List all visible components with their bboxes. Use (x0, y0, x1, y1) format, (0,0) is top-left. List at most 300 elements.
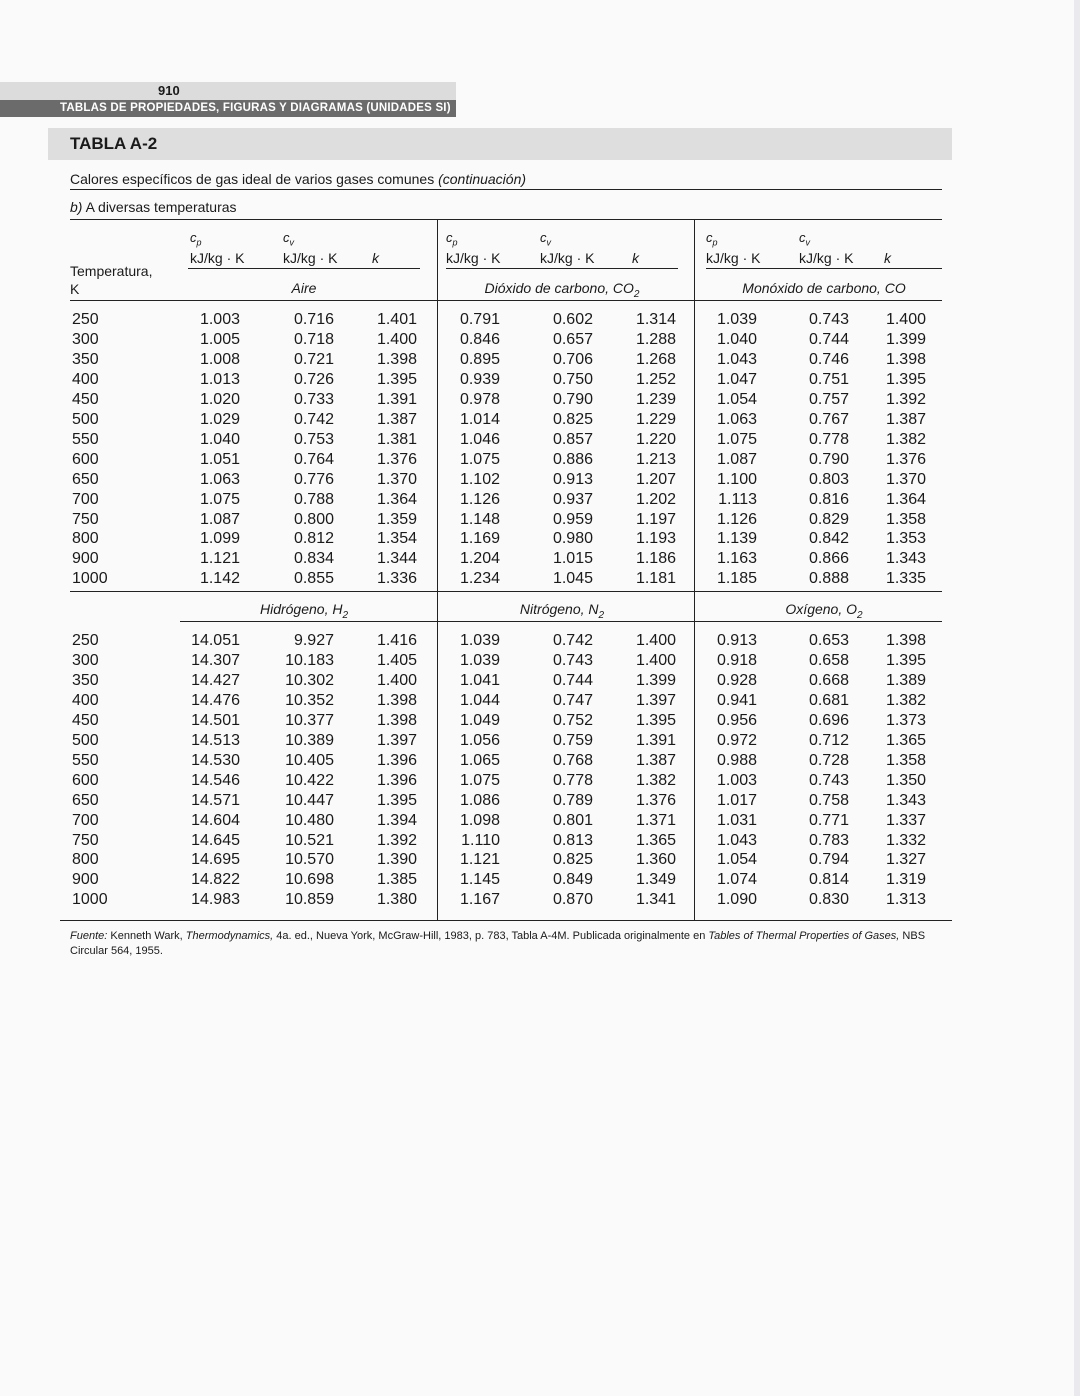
value-cell: 1.391 (376, 390, 417, 408)
value-cell: 1.401 (376, 311, 417, 328)
cv-unit: kJ/kg · K (283, 250, 338, 266)
value-cell: 1.213 (635, 450, 676, 468)
units-underline (706, 268, 942, 269)
value-cell: 1.397 (635, 691, 676, 709)
value-cell: 0.764 (293, 450, 334, 468)
value-cell: 0.849 (552, 871, 593, 889)
value-cell: 0.778 (552, 771, 593, 789)
value-cell: 0.752 (552, 711, 593, 729)
value-cell: 1.087 (199, 510, 240, 528)
value-cell: 1.398 (885, 350, 926, 368)
gas-name: Aire (291, 280, 317, 296)
value-cell: 0.834 (293, 550, 334, 568)
gas-name: Nitrógeno, $N_2$ (519, 601, 605, 621)
value-cell: 14.501 (191, 711, 240, 729)
value-cell: 14.476 (191, 691, 240, 709)
value-cell: 0.790 (808, 450, 849, 468)
value-cell: 10.405 (285, 751, 334, 769)
value-cell: 0.978 (459, 390, 500, 408)
footnote: Fuente: Kenneth Wark, Thermodynamics, 4a. ed., Nueva York, McGraw-Hill, 1983, p. 783, Tabla A-4M. Publicada originalmente en Tables of Thermal Properties of Gases, NBS Circular 564, 1955. (70, 930, 926, 957)
value-cell: 1.220 (635, 430, 676, 448)
caption-rule (70, 189, 942, 190)
value-cell: 1.387 (376, 410, 417, 428)
value-cell: 1.113 (718, 490, 757, 508)
value-cell: 1.382 (885, 430, 926, 448)
temperature-cell: 900 (72, 550, 99, 568)
value-cell: 1.121 (459, 851, 500, 869)
value-cell: 0.886 (552, 450, 593, 468)
value-cell: 1.040 (716, 330, 757, 348)
value-cell: 0.767 (808, 410, 849, 428)
value-cell: 0.790 (552, 390, 593, 408)
value-cell: 1.090 (716, 891, 757, 909)
value-cell: 1.139 (716, 530, 757, 548)
value-cell: 0.825 (552, 410, 593, 428)
value-cell: 1.110 (461, 831, 500, 849)
gas-name: Monóxido de carbono, CO (742, 280, 906, 296)
value-cell: 1.332 (885, 831, 926, 849)
value-cell: 1.382 (635, 771, 676, 789)
temperature-cell: 1000 (72, 891, 108, 909)
value-cell: 0.744 (808, 330, 849, 348)
value-cell: 0.743 (808, 311, 849, 328)
value-cell: 1.371 (635, 811, 676, 829)
section-title: TABLAS DE PROPIEDADES, FIGURAS Y DIAGRAMAS (UNIDADES SI) (0, 100, 456, 117)
value-cell: 1.252 (635, 370, 676, 388)
value-cell: 14.530 (191, 751, 240, 769)
value-cell: 0.744 (552, 671, 593, 689)
value-cell: 1.341 (635, 891, 676, 909)
value-cell: 1.389 (885, 671, 926, 689)
value-cell: 1.381 (376, 430, 417, 448)
value-cell: 0.759 (552, 731, 593, 749)
cp-unit: kJ/kg · K (706, 250, 761, 266)
value-cell: 1.148 (459, 510, 500, 528)
value-cell: 0.706 (552, 350, 593, 368)
value-cell: 1.399 (635, 671, 676, 689)
table-subcaption: b) A diversas temperaturas (70, 199, 237, 215)
value-cell: 1.314 (635, 311, 676, 328)
value-cell: 1.390 (376, 851, 417, 869)
temperature-cell: 300 (72, 651, 99, 669)
cp-unit: kJ/kg · K (446, 250, 501, 266)
value-cell: 1.054 (716, 851, 757, 869)
value-cell: 1.376 (635, 791, 676, 809)
value-cell: 0.758 (808, 791, 849, 809)
temperature-cell: 600 (72, 771, 99, 789)
value-cell: 0.681 (808, 691, 849, 709)
value-cell: 10.352 (285, 691, 334, 709)
value-cell: 0.842 (808, 530, 849, 548)
value-cell: 0.746 (808, 350, 849, 368)
value-cell: 1.049 (459, 711, 500, 729)
value-cell: 1.400 (635, 632, 676, 649)
value-cell: 0.816 (808, 490, 849, 508)
temperature-cell: 700 (72, 490, 99, 508)
table-bottom-rule (60, 920, 952, 921)
value-cell: 1.054 (716, 390, 757, 408)
temperature-cell: 500 (72, 731, 99, 749)
value-cell: 1.385 (376, 871, 417, 889)
value-cell: 0.657 (552, 330, 593, 348)
value-cell: 1.365 (635, 831, 676, 849)
value-cell: 10.521 (285, 831, 334, 849)
value-cell: 14.307 (191, 651, 240, 669)
temperature-cell: 300 (72, 330, 99, 348)
temperature-cell: 550 (72, 430, 99, 448)
value-cell: 1.400 (885, 311, 926, 328)
value-cell: 0.743 (552, 651, 593, 669)
cv-symbol: $c_v$ (283, 230, 294, 248)
value-cell: 1.003 (716, 771, 757, 789)
value-cell: 1.395 (885, 370, 926, 388)
value-cell: 14.695 (191, 851, 240, 869)
value-cell: 1.020 (199, 390, 240, 408)
value-cell: 0.941 (716, 691, 757, 709)
value-cell: 0.726 (293, 370, 334, 388)
value-cell: 10.422 (285, 771, 334, 789)
value-cell: 0.830 (808, 891, 849, 909)
value-cell: 1.382 (885, 691, 926, 709)
value-cell: 1.186 (635, 550, 676, 568)
value-cell: 1.350 (885, 771, 926, 789)
value-cell: 0.959 (552, 510, 593, 528)
value-cell: 1.100 (716, 470, 757, 488)
value-cell: 1.354 (376, 530, 417, 548)
value-cell: 14.051 (191, 632, 240, 649)
value-cell: 0.721 (293, 350, 334, 368)
temperature-cell: 250 (72, 311, 99, 328)
value-cell: 0.771 (808, 811, 849, 829)
cv-unit: kJ/kg · K (540, 250, 595, 266)
value-cell: 1.014 (459, 410, 500, 428)
value-cell: 1.086 (459, 791, 500, 809)
mid-rule-2 (180, 621, 942, 622)
value-cell: 1.395 (885, 651, 926, 669)
value-cell: 1.075 (716, 430, 757, 448)
value-cell: 0.814 (808, 871, 849, 889)
value-cell: 0.742 (552, 632, 593, 649)
temperature-cell: 700 (72, 811, 99, 829)
value-cell: 1.065 (459, 751, 500, 769)
value-cell: 1.398 (885, 632, 926, 649)
temperature-cell: 750 (72, 510, 99, 528)
value-cell: 0.658 (808, 651, 849, 669)
value-cell: 1.045 (552, 570, 593, 588)
value-cell: 14.513 (191, 731, 240, 749)
value-cell: 1.353 (885, 530, 926, 548)
cv-symbol: $c_v$ (799, 230, 810, 248)
k-symbol: k (372, 250, 379, 266)
value-cell: 0.716 (293, 311, 334, 328)
value-cell: 0.789 (552, 791, 593, 809)
value-cell: 14.822 (191, 871, 240, 889)
value-cell: 1.075 (459, 771, 500, 789)
value-cell: 1.395 (376, 791, 417, 809)
value-cell: 1.337 (885, 811, 926, 829)
value-cell: 10.447 (285, 791, 334, 809)
value-cell: 0.937 (552, 490, 593, 508)
value-cell: 0.870 (552, 891, 593, 909)
mid-rule (70, 591, 942, 592)
value-cell: 1.370 (885, 470, 926, 488)
value-cell: 1.358 (885, 510, 926, 528)
value-cell: 0.742 (293, 410, 334, 428)
value-cell: 1.398 (376, 711, 417, 729)
value-cell: 1.400 (635, 651, 676, 669)
value-cell: 1.405 (376, 651, 417, 669)
value-cell: 1.360 (635, 851, 676, 869)
value-cell: 0.825 (552, 851, 593, 869)
value-cell: 10.302 (285, 671, 334, 689)
value-cell: 1.394 (376, 811, 417, 829)
value-cell: 1.400 (376, 671, 417, 689)
header-top-rule (70, 219, 942, 220)
value-cell: 1.041 (459, 671, 500, 689)
value-cell: 1.387 (885, 410, 926, 428)
value-cell: 1.365 (885, 731, 926, 749)
value-cell: 10.480 (285, 811, 334, 829)
value-cell: 0.846 (459, 330, 500, 348)
value-cell: 1.229 (635, 410, 676, 428)
value-cell: 0.728 (808, 751, 849, 769)
temperature-cell: 750 (72, 831, 99, 849)
value-cell: 14.645 (191, 831, 240, 849)
value-cell: 1.185 (716, 570, 757, 588)
value-cell: 1.202 (635, 490, 676, 508)
value-cell: 1.395 (635, 711, 676, 729)
value-cell: 0.895 (459, 350, 500, 368)
temperature-cell: 550 (72, 751, 99, 769)
value-cell: 1.039 (459, 632, 500, 649)
value-cell: 14.571 (191, 791, 240, 809)
value-cell: 1.335 (885, 570, 926, 588)
value-cell: 14.427 (191, 671, 240, 689)
value-cell: 1.396 (376, 751, 417, 769)
value-cell: 1.098 (459, 811, 500, 829)
cp-symbol: $c_p$ (446, 230, 458, 248)
temperature-cell: 1000 (72, 570, 108, 588)
temperature-cell: 800 (72, 530, 99, 548)
value-cell: 1.349 (635, 871, 676, 889)
value-cell: 1.039 (459, 651, 500, 669)
value-cell: 0.653 (808, 632, 849, 649)
value-cell: 0.776 (293, 470, 334, 488)
value-cell: 1.051 (199, 450, 240, 468)
value-cell: 1.376 (885, 450, 926, 468)
value-cell: 0.812 (293, 530, 334, 548)
value-cell: 1.043 (716, 831, 757, 849)
temperature-cell: 400 (72, 691, 99, 709)
value-cell: 0.733 (293, 390, 334, 408)
value-cell: 1.204 (459, 550, 500, 568)
temperature-cell: 250 (72, 632, 99, 649)
temperature-cell: 450 (72, 711, 99, 729)
value-cell: 1.087 (716, 450, 757, 468)
table-title-bar (48, 128, 952, 160)
value-cell: 0.972 (716, 731, 757, 749)
value-cell: 1.398 (376, 350, 417, 368)
value-cell: 1.397 (376, 731, 417, 749)
value-cell: 1.358 (885, 751, 926, 769)
value-cell: 1.121 (199, 550, 240, 568)
value-cell: 0.718 (293, 330, 334, 348)
temperature-cell: 600 (72, 450, 99, 468)
table-caption: Calores específicos de gas ideal de varios gases comunes (continuación) (70, 171, 527, 187)
value-cell: 0.750 (552, 370, 593, 388)
value-cell: 1.288 (635, 330, 676, 348)
cv-symbol: $c_v$ (540, 230, 551, 248)
value-cell: 0.778 (808, 430, 849, 448)
value-cell: 0.743 (808, 771, 849, 789)
value-cell: 1.163 (716, 550, 757, 568)
value-cell: 0.913 (552, 470, 593, 488)
value-cell: 1.063 (716, 410, 757, 428)
cp-symbol: $c_p$ (706, 230, 718, 248)
value-cell: 1.376 (376, 450, 417, 468)
value-cell: 1.398 (376, 691, 417, 709)
value-cell: 0.788 (293, 490, 334, 508)
units-underline (188, 268, 420, 269)
value-cell: 1.063 (199, 470, 240, 488)
value-cell: 10.859 (285, 891, 334, 909)
value-cell: 1.075 (199, 490, 240, 508)
value-cell: 1.005 (199, 330, 240, 348)
value-cell: 10.183 (285, 651, 334, 669)
cp-symbol: $c_p$ (190, 230, 202, 248)
value-cell: 0.855 (293, 570, 334, 588)
value-cell: 0.751 (808, 370, 849, 388)
value-cell: 1.400 (376, 330, 417, 348)
value-cell: 0.768 (552, 751, 593, 769)
value-cell: 1.075 (459, 450, 500, 468)
value-cell: 1.344 (376, 550, 417, 568)
value-cell: 10.570 (285, 851, 334, 869)
value-cell: 0.757 (808, 390, 849, 408)
value-cell: 1.207 (635, 470, 676, 488)
value-cell: 0.913 (716, 632, 757, 649)
value-cell: 0.602 (552, 311, 593, 328)
value-cell: 1.391 (635, 731, 676, 749)
value-cell: 10.698 (285, 871, 334, 889)
value-cell: 1.056 (459, 731, 500, 749)
temperature-cell: 800 (72, 851, 99, 869)
cv-unit: kJ/kg · K (799, 250, 854, 266)
value-cell: 14.983 (191, 891, 240, 909)
value-cell: 1.395 (376, 370, 417, 388)
value-cell: 1.043 (716, 350, 757, 368)
value-cell: 1.387 (635, 751, 676, 769)
value-cell: 0.866 (808, 550, 849, 568)
gas-name: Oxígeno, $O_2$ (785, 601, 863, 621)
value-cell: 1.102 (459, 470, 500, 488)
value-cell: 1.197 (635, 510, 676, 528)
value-cell: 1.343 (885, 550, 926, 568)
value-cell: 14.604 (191, 811, 240, 829)
value-cell: 0.794 (808, 851, 849, 869)
k-symbol: k (884, 250, 891, 266)
value-cell: 1.008 (199, 350, 240, 368)
value-cell: 1.046 (459, 430, 500, 448)
value-cell: 1.364 (376, 490, 417, 508)
value-cell: 1.126 (716, 510, 757, 528)
value-cell: 1.268 (635, 350, 676, 368)
units-underline (446, 268, 678, 269)
value-cell: 1.327 (885, 851, 926, 869)
value-cell: 10.389 (285, 731, 334, 749)
value-cell: 0.800 (293, 510, 334, 528)
value-cell: 1.044 (459, 691, 500, 709)
value-cell: 0.918 (716, 651, 757, 669)
value-cell: 1.145 (459, 871, 500, 889)
temperature-cell: 350 (72, 350, 99, 368)
temperature-header: Temperatura, K (70, 263, 153, 297)
page-number: 910 (0, 82, 456, 100)
value-cell: 0.803 (808, 470, 849, 488)
value-cell: 1.074 (716, 871, 757, 889)
value-cell: 1.029 (199, 410, 240, 428)
value-cell: 0.712 (808, 731, 849, 749)
value-cell: 1.319 (885, 871, 926, 889)
value-cell: 1.343 (885, 791, 926, 809)
value-cell: 1.392 (376, 831, 417, 849)
value-cell: 1.099 (199, 530, 240, 548)
value-cell: 0.753 (293, 430, 334, 448)
value-cell: 0.747 (552, 691, 593, 709)
value-cell: 0.829 (808, 510, 849, 528)
value-cell: 1.167 (459, 891, 500, 909)
page-edge-shadow (1074, 0, 1080, 1396)
value-cell: 1.336 (376, 570, 417, 588)
temperature-cell: 450 (72, 390, 99, 408)
temperature-cell: 650 (72, 470, 99, 488)
value-cell: 1.364 (885, 490, 926, 508)
value-cell: 1.040 (199, 430, 240, 448)
gas-name: Dióxido de carbono, $CO_2$ (484, 280, 640, 300)
cp-unit: kJ/kg · K (190, 250, 245, 266)
value-cell: 1.142 (199, 570, 240, 588)
value-cell: 1.126 (459, 490, 500, 508)
value-cell: 0.668 (808, 671, 849, 689)
value-cell: 1.047 (716, 370, 757, 388)
value-cell: 1.399 (885, 330, 926, 348)
value-cell: 1.380 (376, 891, 417, 909)
gas-name: Hidrógeno, $H_2$ (259, 601, 349, 621)
value-cell: 1.003 (199, 311, 240, 328)
value-cell: 0.988 (716, 751, 757, 769)
value-cell: 0.888 (808, 570, 849, 588)
temperature-cell: 900 (72, 871, 99, 889)
value-cell: 1.013 (199, 370, 240, 388)
value-cell: 1.239 (635, 390, 676, 408)
value-cell: 1.313 (885, 891, 926, 909)
value-cell: 0.813 (552, 831, 593, 849)
value-cell: 1.392 (885, 390, 926, 408)
value-cell: 1.017 (716, 791, 757, 809)
value-cell: 0.783 (808, 831, 849, 849)
value-cell: 1.031 (716, 811, 757, 829)
value-cell: 1.169 (459, 530, 500, 548)
value-cell: 0.928 (716, 671, 757, 689)
temperature-cell: 350 (72, 671, 99, 689)
value-cell: 10.377 (285, 711, 334, 729)
value-cell: 0.801 (552, 811, 593, 829)
temperature-cell: 400 (72, 370, 99, 388)
value-cell: 0.857 (552, 430, 593, 448)
temperature-cell: 650 (72, 791, 99, 809)
value-cell: 14.546 (191, 771, 240, 789)
value-cell: 1.359 (376, 510, 417, 528)
